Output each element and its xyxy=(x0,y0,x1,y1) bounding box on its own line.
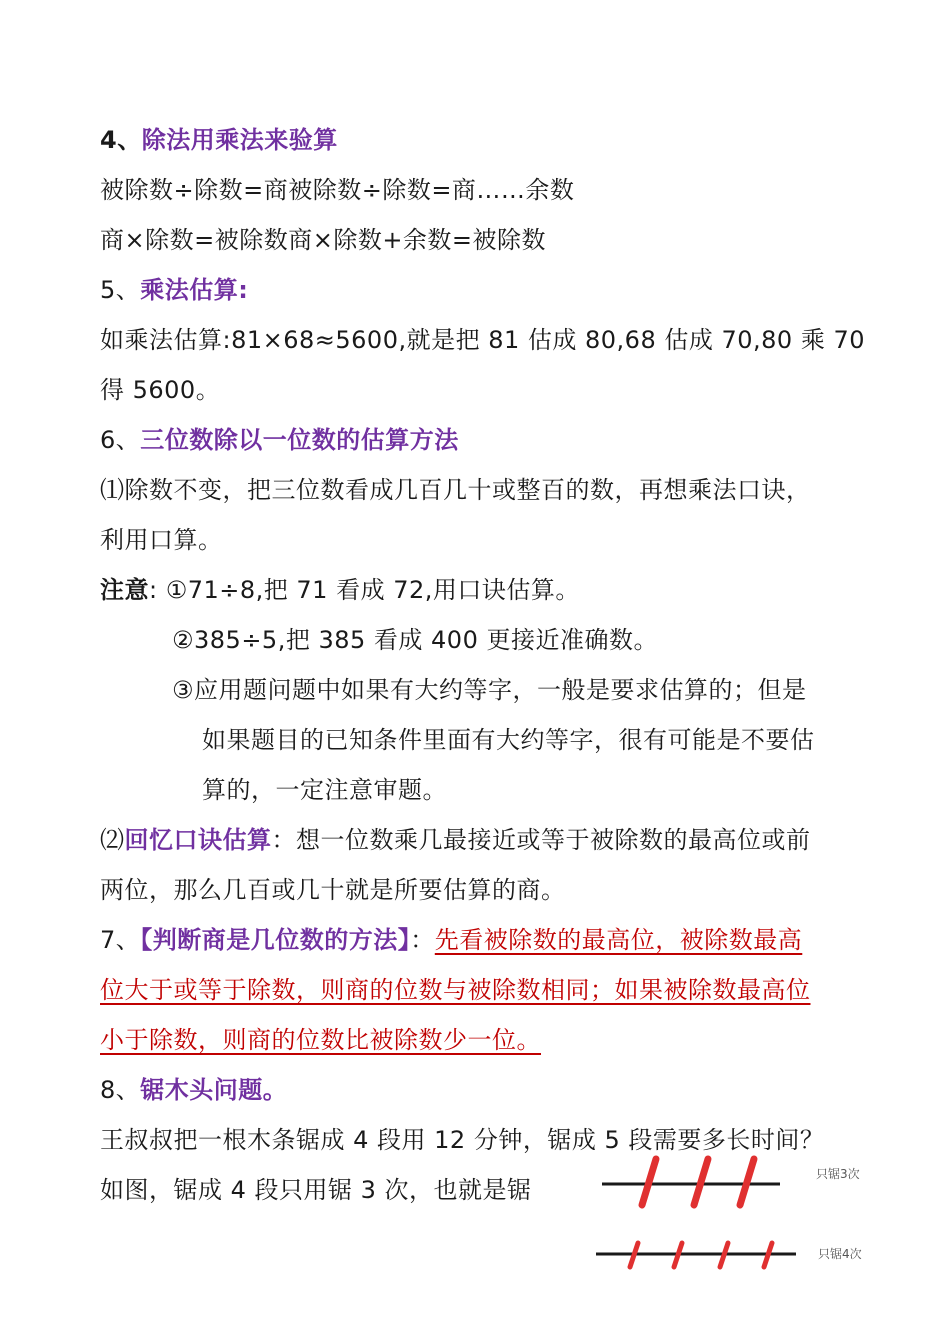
s6-p2-line-1 xyxy=(100,824,811,856)
s4-line-2: 商×除数=被除数商×除数+余数=被除数 xyxy=(100,226,547,254)
section-8-heading xyxy=(100,1074,287,1106)
section-title: 三位数除以一位数的估算方法 xyxy=(140,426,459,454)
note-item-1: ①71÷8,把 71 看成 72,用口诀估算。 xyxy=(165,576,580,604)
section-number: 5、 xyxy=(100,276,141,304)
section-number: 4、 xyxy=(100,126,142,154)
section-number: 7、 xyxy=(100,926,141,954)
s7-highlight-3: 小于除数，则商的位数比被除数少一位。 xyxy=(100,1026,541,1054)
fig-label-2: 只锯4次 xyxy=(818,1247,862,1261)
s5-line-2: 得 5600。 xyxy=(100,376,221,404)
note-item-3-line-1: ③应用题问题中如果有大约等字，一般是要求估算的；但是 xyxy=(172,676,807,704)
p2-prefix: ⑵ xyxy=(100,826,125,854)
s7-highlight-2: 位大于或等于除数，则商的位数与被除数相同；如果被除数最高位 xyxy=(100,976,811,1004)
saw-mark xyxy=(740,1159,754,1205)
note-label: 注意 xyxy=(100,576,149,604)
s6-p1-line-1: ⑴除数不变，把三位数看成几百几十或整百的数，再想乘法口诀， xyxy=(100,476,811,504)
section-title: 乘法估算: xyxy=(140,276,249,304)
note-line-1 xyxy=(100,574,580,606)
s6-p2-line-2: 两位，那么几百或几十就是所要估算的商。 xyxy=(100,876,566,904)
s6-p1-line-2: 利用口算。 xyxy=(100,526,223,554)
s4-line-1: 被除数÷除数=商被除数÷除数=商……余数 xyxy=(100,176,575,204)
section-number: 8、 xyxy=(100,1076,141,1104)
section-7-heading xyxy=(100,924,802,956)
p2-title: 回忆口诀估算 xyxy=(124,826,272,854)
saw-mark xyxy=(642,1159,656,1205)
section-5-heading xyxy=(100,274,248,306)
saw-mark xyxy=(694,1159,708,1205)
note-item-3-line-3: 算的，一定注意审题。 xyxy=(202,776,447,804)
s7-highlight-1: 先看被除数的最高位，被除数最高 xyxy=(434,926,803,954)
section-title: 除法用乘法来验算 xyxy=(141,126,338,154)
s7-highlight-3-wrap xyxy=(100,1024,541,1056)
s8-line-2: 如图，锯成 4 段只用锯 3 次，也就是锯 xyxy=(100,1176,532,1204)
section-title: 锯木头问题。 xyxy=(140,1076,288,1104)
note-item-3-line-2: 如果题目的已知条件里面有大约等字，很有可能是不要估 xyxy=(202,726,815,754)
s7-colon: ： xyxy=(410,926,435,954)
p2-text: ：想一位数乘几最接近或等于被除数的最高位或前 xyxy=(271,826,811,854)
saw-figure xyxy=(590,1145,900,1285)
note-colon: : xyxy=(149,576,166,604)
note-item-2: ②385÷5,把 385 看成 400 更接近准确数。 xyxy=(172,626,658,654)
fig-label-1: 只锯3次 xyxy=(816,1167,860,1181)
section-number: 6、 xyxy=(100,426,141,454)
section-6-heading xyxy=(100,424,459,456)
section-title: 【判断商是几位数的方法】 xyxy=(140,926,411,954)
section-4-heading xyxy=(100,124,338,156)
s5-line-1: 如乘法估算:81×68≈5600,就是把 81 估成 80,68 估成 70,80 乘 70 xyxy=(100,326,865,354)
s8-line-1: 王叔叔把一根木条锯成 4 段用 12 分钟，锯成 5 段需要多长时间？ xyxy=(100,1126,825,1154)
